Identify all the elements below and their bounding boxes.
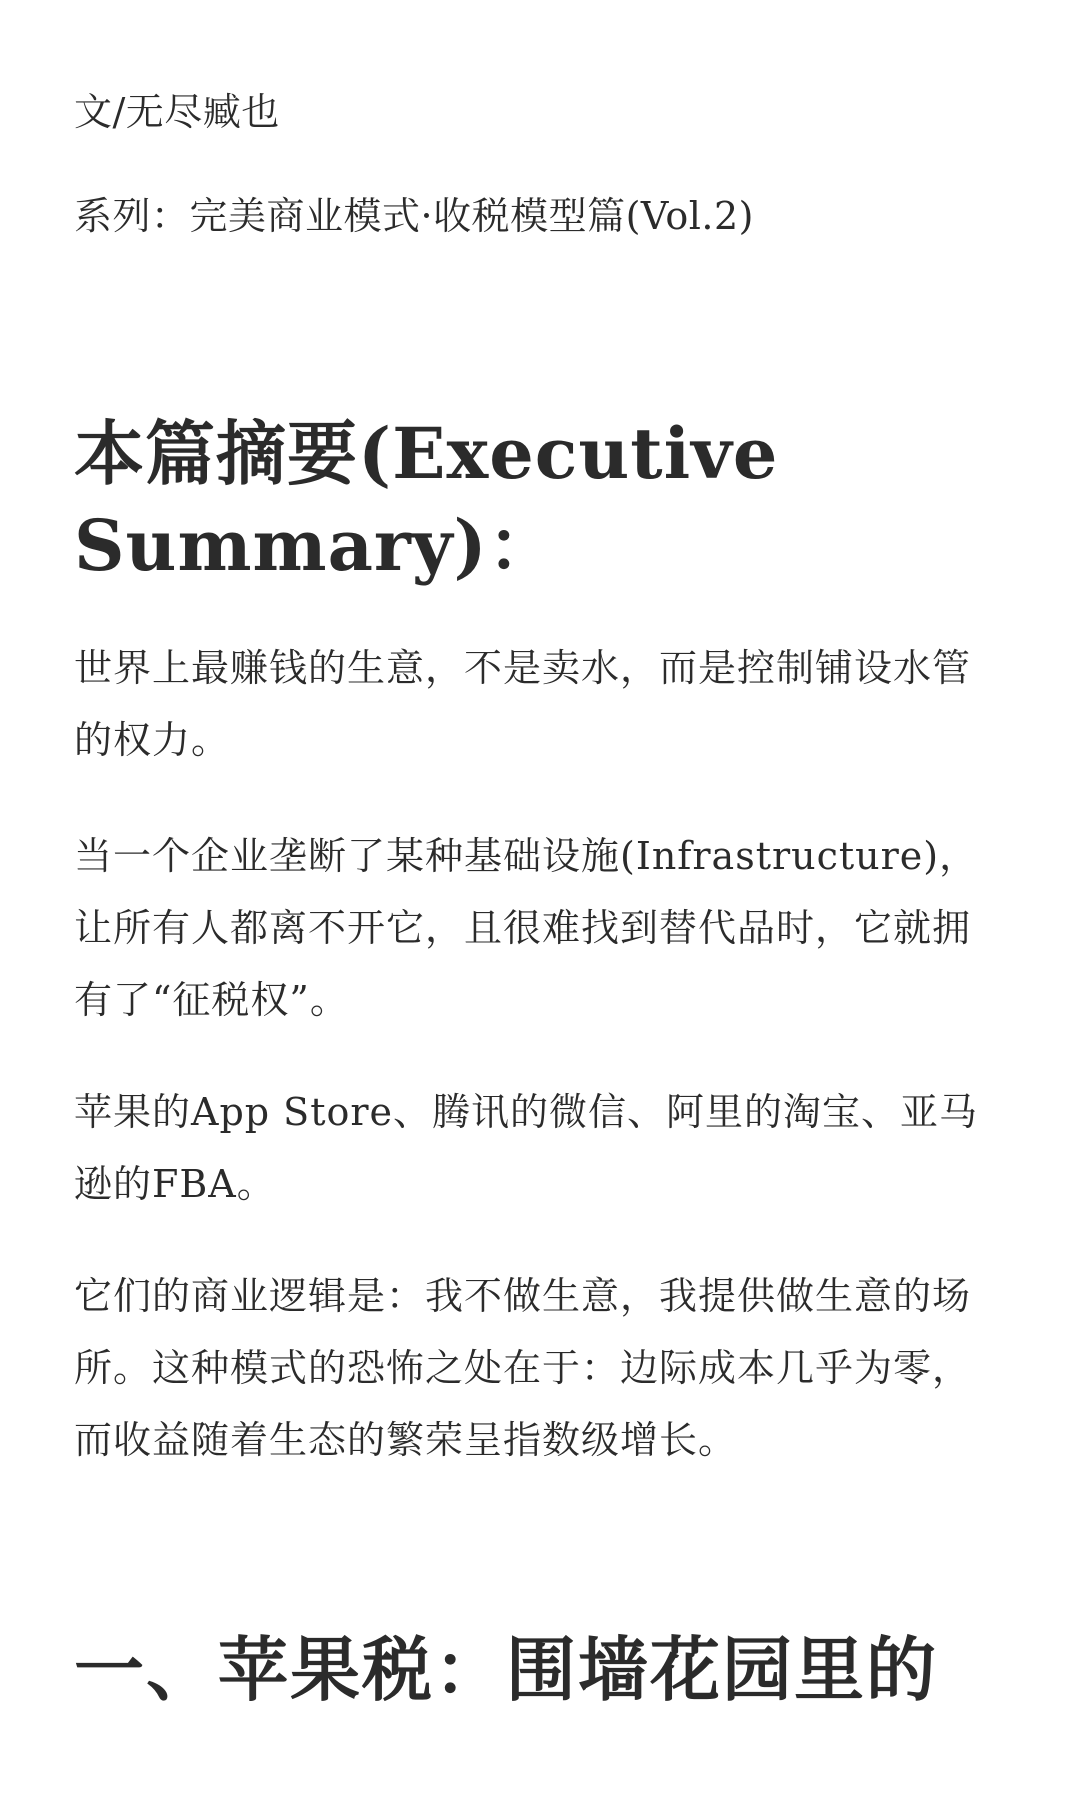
series-line: 系列：完美商业模式·收税模型篇(Vol.2) — [74, 194, 754, 238]
paragraph-2: 当一个企业垄断了某种基础设施(Infrastructure)，让所有人都离不开它，且很难找到替代品时，它就拥有了“征税权”。 — [74, 834, 979, 1022]
paragraph-4: 它们的商业逻辑是：我不做生意，我提供做生意的场所。这种模式的恐怖之处在于：边际成本几乎为零，而收益随着生态的繁荣呈指数级增长。 — [74, 1274, 972, 1462]
author-line: 文/无尽臧也 — [74, 90, 280, 134]
summary-heading: 本篇摘要(Executive Summary)： — [74, 412, 779, 587]
paragraph-1: 世界上最赚钱的生意，不是卖水，而是控制铺设水管的权力。 — [74, 646, 972, 762]
paragraph-3: 苹果的App Store、腾讯的微信、阿里的淘宝、亚马逊的FBA。 — [74, 1090, 979, 1206]
section-heading: 一、苹果税：围墙花园里的 — [74, 1628, 938, 1711]
